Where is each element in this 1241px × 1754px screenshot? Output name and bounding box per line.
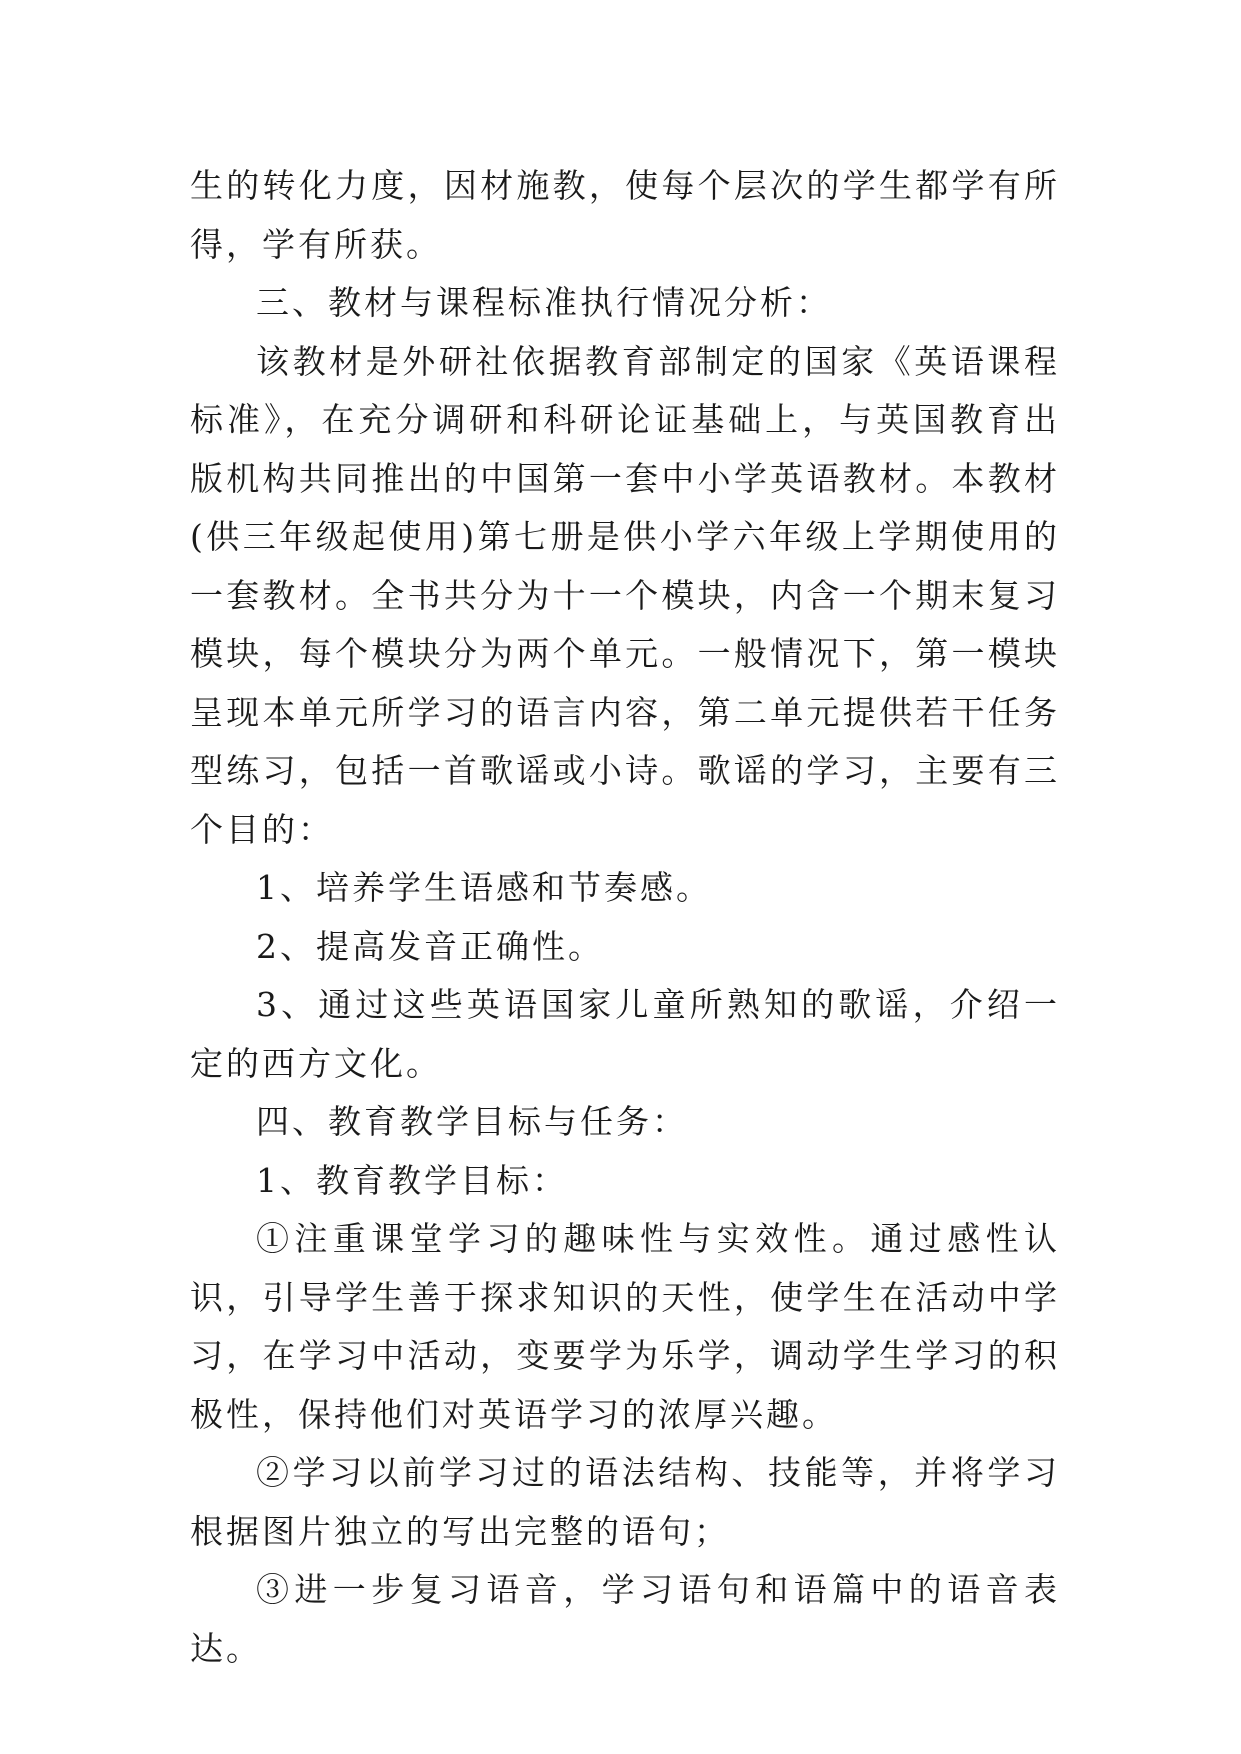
document-body bbox=[190, 157, 1060, 1678]
list-item-1: 1、培养学生语感和节奏感。 bbox=[256, 868, 712, 907]
paragraph-continuation: 生的转化力度，因材施教，使每个层次的学生都学有所得，学有所获。 bbox=[190, 166, 1060, 264]
subheading-goals: 1、教育教学目标： bbox=[256, 1160, 568, 1200]
goal-item-2: ②学习以前学习过的语法结构、技能等，并将学习根据图片独立的写出完整的语句； bbox=[190, 1453, 1060, 1551]
goal-item-1: ①注重课堂学习的趣味性与实效性。通过感性认识，引导学生善于探求知识的天性，使学生在活动中学习，在学习中活动，变要学为乐学，调动学生学习的积极性，保持他们对英语学习的浓厚兴趣。 bbox=[190, 1219, 1060, 1434]
goal-item-3: ③进一步复习语音，学习语句和语篇中的语音表达。 bbox=[190, 1570, 1060, 1668]
list-item-3: 3、通过这些英语国家儿童所熟知的歌谣，介绍一定的西方文化。 bbox=[190, 985, 1060, 1083]
list-item-2: 2、提高发音正确性。 bbox=[256, 926, 604, 966]
section-heading-3: 三、教材与课程标准执行情况分析： bbox=[256, 283, 832, 322]
paragraph-textbook-description: 该教材是外研社依据教育部制定的国家《英语课程标准》，在充分调研和科研论证基础上，与英国教育出版机构共同推出的中国第一套中小学英语教材。本教材(供三年级起使用)第七册是供小学六年级上学期使用的一套教材。全书共分为十一个模块，内含一个期末复习模块，每个模块分为两个单元。一般情况下，第一模块呈现本单元所学习的语言内容，第二单元提供若干任务型练习，包括一首歌谣或小诗。歌谣的学习，主要有三个目的： bbox=[190, 341, 1060, 849]
section-heading-4: 四、教育教学目标与任务： bbox=[256, 1102, 688, 1141]
